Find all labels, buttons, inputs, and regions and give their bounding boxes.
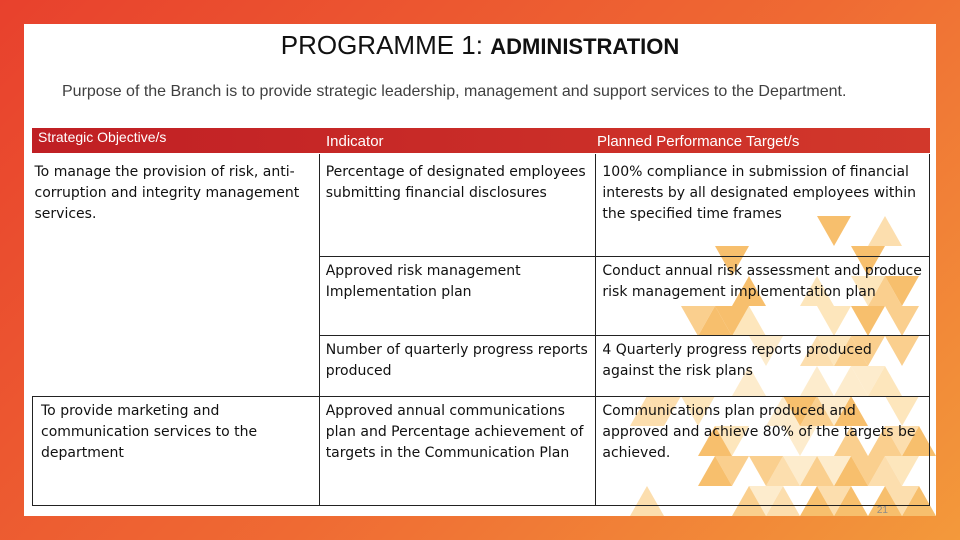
page-title <box>24 30 936 61</box>
target-cell: Conduct annual risk assessment and produce risk management implementation plan <box>596 257 930 336</box>
purpose-statement: Purpose of the Branch is to provide strategic leadership, management and support services to the Department. <box>62 83 847 100</box>
slide-canvas <box>24 24 936 516</box>
indicator-cell: Approved risk management Implementation plan <box>319 257 596 336</box>
page-number: 21 <box>876 505 888 516</box>
table-row <box>33 397 930 506</box>
table-row <box>33 154 930 257</box>
objective-cell: To manage the provision of risk, anti-corruption and integrity management services. <box>33 154 320 397</box>
target-cell: Communications plan produced and approved and achieve 80% of the targets be achieved. <box>596 397 930 506</box>
title-programme: PROGRAMME 1: <box>280 30 491 60</box>
performance-table <box>32 154 930 506</box>
indicator-cell: Approved annual communications plan and Percentage achievement of targets in the Communication Plan <box>319 397 596 506</box>
target-cell: 4 Quarterly progress reports produced against the risk plans <box>596 336 930 397</box>
header-indicator: Indicator <box>326 133 384 150</box>
header-objective: Strategic Objective/s <box>38 129 167 145</box>
title-branch: ADMINISTRATION <box>490 34 680 59</box>
indicator-cell: Number of quarterly progress reports produced <box>319 336 596 397</box>
header-target: Planned Performance Target/s <box>597 133 800 150</box>
target-cell: 100% compliance in submission of financial interests by all designated employees within the specified time frames <box>596 154 930 257</box>
objective-cell: To provide marketing and communication services to the department <box>33 397 320 506</box>
indicator-cell: Percentage of designated employees submitting financial disclosures <box>319 154 596 257</box>
